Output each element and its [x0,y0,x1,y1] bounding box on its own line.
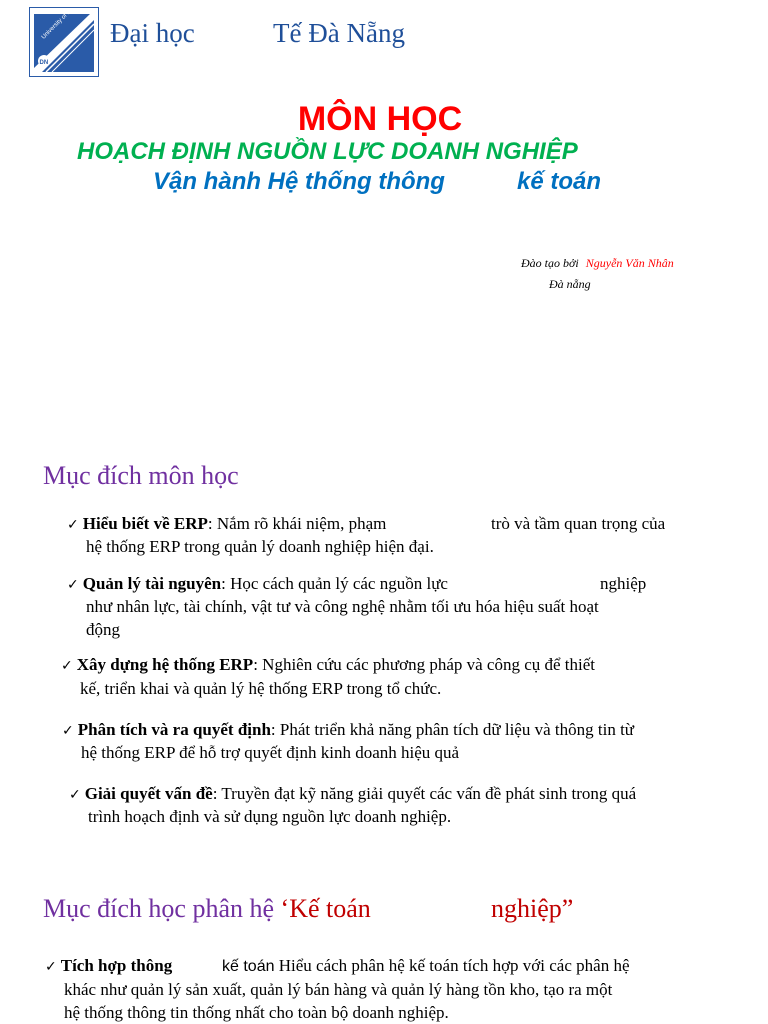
section2-heading-part2: ‘Kế toán [280,894,371,923]
list-item [62,718,634,743]
university-name-part1: Đại học [110,18,195,48]
item-text-line2: trình hoạch định và sử dụng nguồn lực doanh nghiệp. [88,807,452,826]
item-text-continued: nghiệp [600,574,647,593]
credit-line [521,256,674,271]
section2-heading [43,894,371,924]
item-title: Quản lý tài nguyên [82,574,222,593]
item-title: Giải quyết vấn đề [84,784,213,803]
check-icon: ✓ [45,959,57,975]
item-text: : Truyền đạt kỹ năng giải quyết các vấn đề phát sinh trong quá [212,784,637,803]
item-text: : Học cách quản lý các nguồn lực [221,574,448,593]
item-text-line2: như nhân lực, tài chính, vật tư và công nghệ nhằm tối ưu hóa hiệu suất hoạt [86,597,599,616]
item-text: Hiểu cách phân hệ kế toán tích hợp với các phân hệ [274,956,630,975]
check-icon: ✓ [69,787,81,803]
check-icon: ✓ [67,517,79,533]
item-text: : Nắm rõ khái niệm, phạm [207,514,387,533]
list-item [69,782,636,807]
credit-name: Nguyễn Văn Nhân [585,256,674,270]
university-logo [29,7,99,77]
credit-place: Đà nẵng [549,277,591,291]
item-text-line3: động [86,620,120,639]
course-title: MÔN HỌC [297,100,463,138]
university-name-part2: Tế Đà Nẵng [273,18,405,48]
item-text-line3: hệ thống thông tin thống nhất cho toàn bộ doanh nghiệp. [64,1003,449,1022]
item-title: Hiểu biết về ERP [82,514,208,533]
item-text-line2: hệ thống ERP trong quản lý doanh nghiệp hiện đại. [86,537,434,556]
list-item [45,954,172,979]
item-text: : Nghiên cứu các phương pháp và công cụ để thiết [253,655,596,674]
check-icon: ✓ [62,723,74,739]
check-icon: ✓ [67,577,79,593]
logo-graphic [30,8,98,76]
credit-label: Đào tạo bởi [521,256,579,270]
course-subtitle2-part2: kế toán [517,168,602,195]
logo-mark: DN [39,60,49,66]
item-title: Phân tích và ra quyết định [77,720,271,739]
check-icon: ✓ [61,658,73,674]
item-text-line2: kế, triển khai và quản lý hệ thống ERP trong tổ chức. [80,679,442,698]
list-item [61,653,595,678]
section2-heading-part1: Mục đích học phân hệ [43,894,281,923]
list-item [67,512,386,537]
item-title: Xây dựng hệ thống ERP [76,655,254,674]
item-text-continued [222,954,630,978]
course-subtitle: HOẠCH ĐỊNH NGUỒN LỰC DOANH NGHIỆP [77,138,578,165]
item-text-line2: khác như quản lý sản xuất, quản lý bán hàng và quản lý hàng tồn kho, tạo ra một [64,980,613,999]
item-text-continued: trò và tầm quan trọng của [491,514,666,533]
section1-heading: Mục đích môn học [43,461,239,490]
section2-heading-part3: nghiệp” [491,894,574,923]
item-text-line2: hệ thống ERP để hỗ trợ quyết định kinh doanh hiệu quả [81,743,460,762]
course-subtitle2-part1: Vận hành Hệ thống thông [153,168,445,195]
list-item [67,572,448,597]
item-text: : Phát triển khả năng phân tích dữ liệu và thông tin từ [270,720,635,739]
item-title: Tích hợp thông [60,956,173,975]
item-mid-text: kế toán [222,958,275,975]
